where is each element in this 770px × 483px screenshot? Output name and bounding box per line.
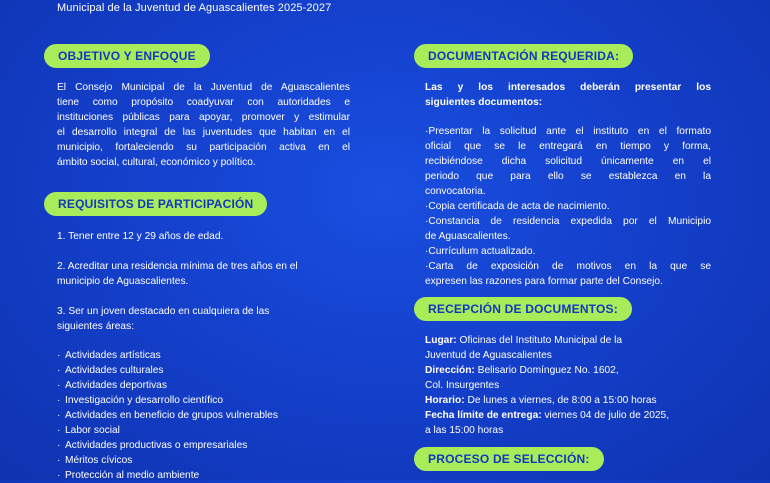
requisitos-heading: REQUISITOS DE PARTICIPACIÓN — [44, 192, 267, 216]
documentacion-list — [425, 124, 711, 289]
doc-line: periodo que para ello se establezca en la — [425, 171, 711, 182]
documentacion-intro — [425, 80, 711, 110]
requisitos-item-2 — [57, 259, 357, 289]
objetivo-line: municipio, fortaleciendo su participación activa en el — [57, 142, 350, 153]
horario-value: De lunes a viernes, de 8:00 a 15:00 horas — [464, 395, 657, 406]
doc-line: recibiéndose dicha solicitud únicamente en el — [425, 156, 711, 167]
direccion-value: Belisario Domínguez No. 1602, — [474, 365, 619, 376]
doc-line: ·Copia certificada de acta de nacimiento. — [425, 201, 610, 212]
objetivo-line: tiene como propósito coadyuvar con autoridades e — [57, 97, 350, 108]
list-item: · Actividades en beneficio de grupos vulnerables — [57, 408, 357, 423]
lugar-value: Oficinas del Instituto Municipal de la — [456, 335, 623, 346]
recepcion-details — [425, 333, 725, 438]
requisito-text: 1. Tener entre 12 y 29 años de edad. — [57, 231, 224, 242]
doc-line: ·Constancia de residencia expedida por el Municipio — [425, 216, 711, 227]
areas-list — [57, 348, 357, 483]
list-item: · Investigación y desarrollo científico — [57, 393, 357, 408]
requisitos-item-1 — [57, 229, 357, 244]
objetivo-heading: OBJETIVO Y ENFOQUE — [44, 44, 210, 68]
list-item: · Actividades deportivas — [57, 378, 357, 393]
documentacion-heading: DOCUMENTACIÓN REQUERIDA: — [414, 44, 633, 68]
list-item: · Protección al medio ambiente — [57, 468, 357, 483]
fecha-value: viernes 04 de julio de 2025, — [541, 410, 670, 421]
proceso-heading: PROCESO DE SELECCIÓN: — [414, 447, 604, 471]
doc-line: ·Currículum actualizado. — [425, 246, 536, 257]
fecha-label: Fecha límite de entrega: — [425, 410, 542, 421]
fecha-value-2: a las 15:00 horas — [425, 425, 504, 436]
list-item: · Actividades culturales — [57, 363, 357, 378]
doc-line: de Aguascalientes. — [425, 231, 511, 242]
horario-label: Horario: — [425, 395, 465, 406]
objetivo-line: El Consejo Municipal de la Juventud de Aguascalientes — [57, 82, 350, 93]
intro-line: siguientes documentos: — [425, 97, 543, 108]
objetivo-text — [57, 80, 350, 170]
fecha-row — [425, 408, 725, 423]
page-title: Municipal de la Juventud de Aguascalientes 2025-2027 — [57, 2, 332, 14]
doc-line: ·Carta de exposición de motivos en la que se — [425, 261, 711, 272]
direccion-label: Dirección: — [425, 365, 475, 376]
doc-line: expresen las razones para formar parte del Consejo. — [425, 276, 663, 287]
horario-row — [425, 393, 725, 408]
doc-line: convocatoria. — [425, 186, 486, 197]
lugar-row — [425, 333, 725, 348]
direccion-row — [425, 363, 725, 378]
list-item: · Actividades productivas o empresariales — [57, 438, 357, 453]
requisito-text: municipio de Aguascalientes. — [57, 276, 189, 287]
list-item: · Labor social — [57, 423, 357, 438]
list-item: · Actividades artísticas — [57, 348, 357, 363]
lugar-value-2: Juventud de Aguascalientes — [425, 350, 552, 361]
requisito-text: siguientes áreas: — [57, 321, 135, 332]
intro-line: Las y los interesados deberán presentar los — [425, 82, 711, 93]
list-item: · Méritos cívicos — [57, 453, 357, 468]
doc-line: ·Presentar la solicitud ante el instituto en el formato — [425, 126, 711, 137]
direccion-value-2: Col. Insurgentes — [425, 380, 500, 391]
requisito-text: 2. Acreditar una residencia mínima de tres años en el — [57, 261, 298, 272]
doc-line: oficial que se le entregará en tiempo y forma, — [425, 141, 711, 152]
recepcion-heading: RECEPCIÓN DE DOCUMENTOS: — [414, 297, 632, 321]
lugar-label: Lugar: — [425, 335, 457, 346]
objetivo-line: instituciones públicas para apoyar, promover y estimular — [57, 112, 350, 123]
objetivo-line: el desarrollo integral de las juventudes que habitan en el — [57, 127, 350, 138]
requisito-text: 3. Ser un joven destacado en cualquiera de las — [57, 306, 270, 317]
requisitos-item-3 — [57, 304, 357, 334]
objetivo-line: ámbito social, cultural, económico y político. — [57, 157, 256, 168]
